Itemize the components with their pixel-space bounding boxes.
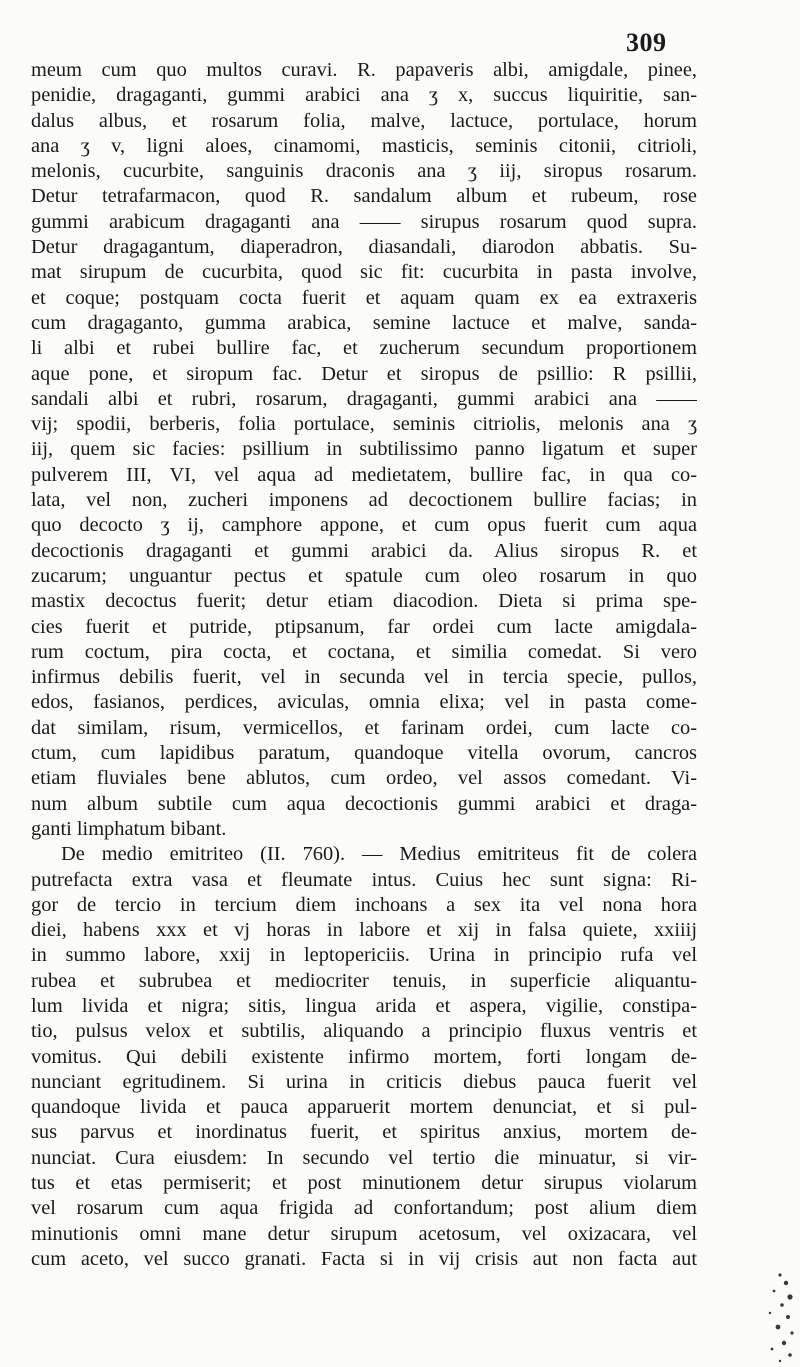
text-line: pulverem III, VI, vel aqua ad medietatem, bullire fac, in qua co-	[31, 463, 697, 486]
text-line: lum livida et nigra; sitis, lingua arida et aspera, vigilie, constipa-	[31, 994, 697, 1017]
text-line: zucarum; unguantur pectus et spatule cum oleo rosarum in quo	[31, 564, 697, 587]
text-line: tus et etas permiserit; et post minutionem detur sirupus violarum	[31, 1172, 697, 1195]
text-line: ctum, cum lapidibus paratum, quandoque vitella ovorum, cancros	[31, 742, 697, 765]
text-line: sus parvus et inordinatus fuerit, et spiritus anxius, mortem de-	[31, 1121, 697, 1144]
text-line: rubea et subrubea et mediocriter tenuis, in superficie aliquantu-	[31, 969, 697, 992]
text-line: melonis, cucurbite, sanguinis draconis ana ʒ iij, siropus rosarum.	[31, 160, 697, 183]
section-heading-line: De medio emitriteo (II. 760). — Medius emitriteus fit de colera	[61, 843, 697, 866]
ink-speckle-decoration	[750, 1257, 796, 1367]
text-line: sandali albi et rubri, rosarum, dragaganti, gummi arabici ana ——	[31, 387, 697, 410]
text-line: num album subtile cum aqua decoctionis gummi arabici et draga-	[31, 792, 697, 815]
text-line: mastix decoctus fuerit; detur etiam diacodion. Dieta si prima spe-	[31, 590, 697, 613]
text-line: li albi et rubei bullire fac, et zucherum secundum proportionem	[31, 337, 697, 360]
text-line: putrefacta extra vasa et fleumate intus. Cuius hec sunt signa: Ri-	[31, 868, 697, 891]
page-number: 309	[626, 28, 667, 57]
text-line: dat similam, risum, vermicellos, et farinam ordei, cum lacte co-	[31, 716, 697, 739]
text-line: nunciat. Cura eiusdem: In secundo vel tertio die minuatur, si vir-	[31, 1146, 697, 1169]
text-line: in summo labore, xxij in leptopericiis. Urina in principio rufa vel	[31, 944, 697, 967]
text-line: mat sirupum de cucurbita, quod sic fit: cucurbita in pasta involve,	[31, 261, 697, 284]
text-line: vomitus. Qui debili existente infirmo mortem, forti longam de-	[31, 1045, 697, 1068]
text-line: gummi arabicum dragaganti ana —— sirupus rosarum quod supra.	[31, 210, 697, 233]
text-line: quo decocto ʒ ij, camphore appone, et cum opus fuerit cum aqua	[31, 514, 697, 537]
text-line: lata, vel non, zucheri imponens ad decoctionem bullire facias; in	[31, 489, 697, 512]
text-line: cies fuerit et putride, ptipsanum, far ordei cum lacte amigdala-	[31, 615, 697, 638]
text-line: vij; spodii, berberis, folia portulace, seminis citriolis, melonis ana ʒ	[31, 413, 697, 436]
text-line: infirmus debilis fuerit, vel in secunda vel in tercia specie, pullos,	[31, 666, 697, 689]
text-line: aque pone, et siropum fac. Detur et siropus de psillio: R psillii,	[31, 362, 697, 385]
text-line: Detur tetrafarmacon, quod R. sandalum album et rubeum, rose	[31, 185, 697, 208]
text-line: ana ʒ v, ligni aloes, cinamomi, masticis, seminis citonii, citrioli,	[31, 134, 697, 157]
text-line: diei, habens xxx et vj horas in labore et xij in falsa quiete, xxiiij	[31, 919, 697, 942]
text-line: decoctionis dragaganti et gummi arabici da. Alius siropus R. et	[31, 539, 697, 562]
text-line: tio, pulsus velox et subtilis, aliquando a principio fluxus ventris et	[31, 1020, 697, 1043]
text-line: vel rosarum cum aqua frigida ad confortandum; post alium diem	[31, 1197, 697, 1220]
text-body	[31, 58, 697, 1272]
text-line: minutionis omni mane detur sirupum acetosum, vel oxizacara, vel	[31, 1222, 697, 1245]
text-line: nunciant egritudinem. Si urina in criticis diebus pauca fuerit vel	[31, 1070, 697, 1093]
text-line: iij, quem sic facies: psillium in subtilissimo panno ligatum et super	[31, 438, 697, 461]
text-line: gor de tercio in tercium diem inchoans a sex ita vel nona hora	[31, 893, 697, 916]
text-line: quandoque livida et pauca apparuerit mortem denunciat, et si pul-	[31, 1096, 697, 1119]
text-line: Detur dragagantum, diaperadron, diasandali, diarodon abbatis. Su-	[31, 236, 697, 259]
text-line: etiam fluviales bene ablutos, cum ordeo, vel assos comedant. Vi-	[31, 767, 697, 790]
text-line: rum coctum, pira cocta, et coctana, et similia comedat. Si vero	[31, 640, 697, 663]
text-line: cum aceto, vel succo granati. Facta si in vij crisis aut non facta aut	[31, 1247, 697, 1270]
text-line: ganti limphatum bibant.	[31, 817, 227, 840]
text-line: et coque; postquam cocta fuerit et aquam quam ex ea extraxeris	[31, 286, 697, 309]
text-line: penidie, dragaganti, gummi arabici ana ʒ x, succus liquiritie, san-	[31, 84, 697, 107]
text-line: edos, fasianos, perdices, aviculas, omnia elixa; vel in pasta come-	[31, 691, 697, 714]
text-line: dalus albus, et rosarum folia, malve, lactuce, portulace, horum	[31, 109, 697, 132]
text-line: meum cum quo multos curavi. R. papaveris albi, amigdale, pinee,	[31, 59, 697, 81]
text-line: cum dragaganto, gumma arabica, semine lactuce et malve, sanda-	[31, 311, 697, 334]
